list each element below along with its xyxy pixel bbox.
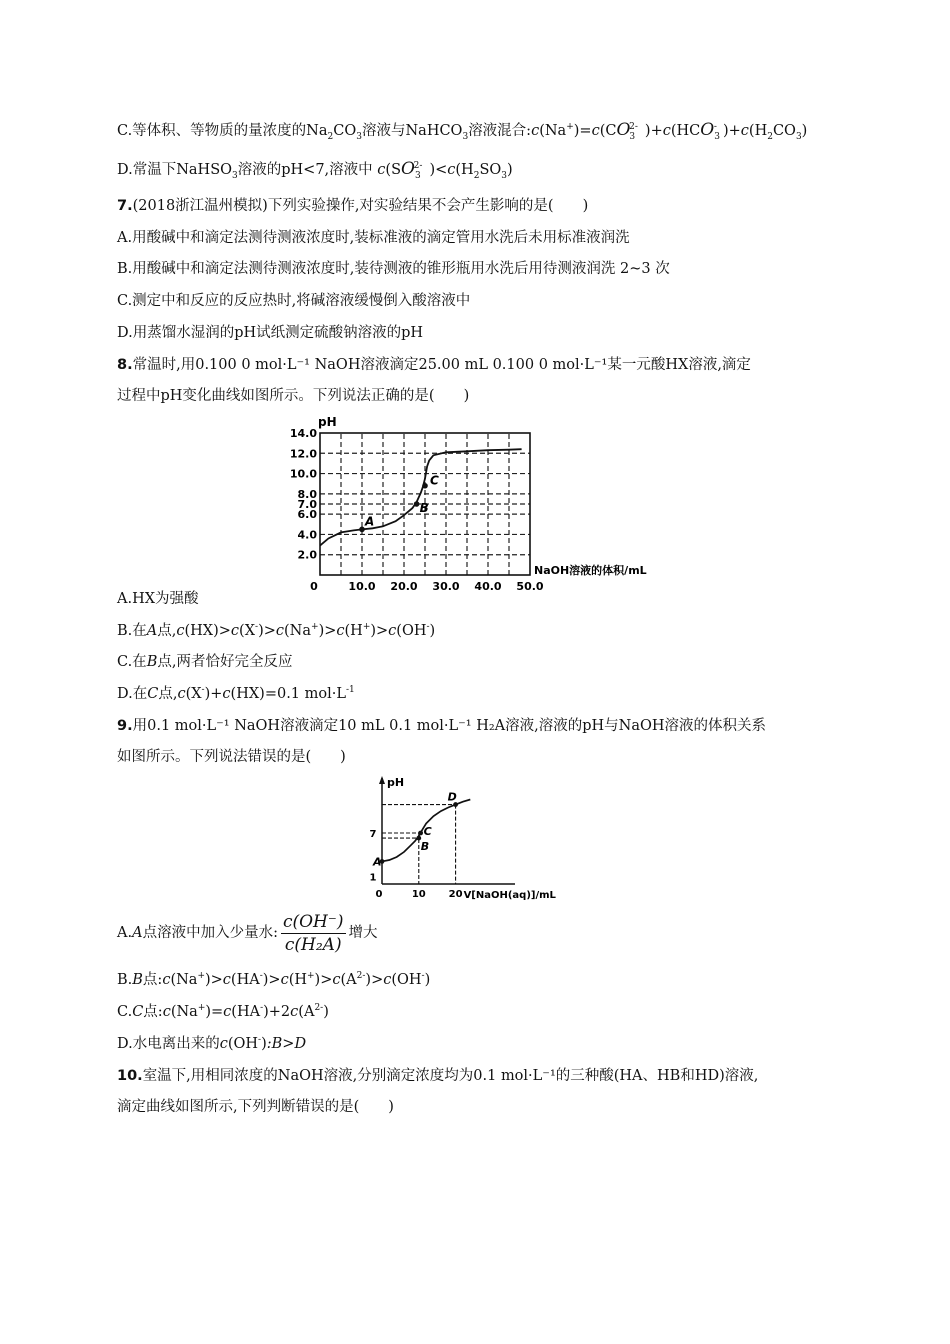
q9a-mid: 点溶液中加入少量水: — [142, 925, 278, 941]
y-tick-label: 2.0 — [297, 548, 317, 562]
q10-stem-2: 滴定曲线如图所示,下列判断错误的是( ) — [117, 1099, 394, 1115]
q6d-text-1: D.常温下NaHSO — [117, 162, 233, 178]
y-tick-label: 8.0 — [297, 487, 317, 501]
q6d-text-2: 溶液的pH<7,溶液中 — [237, 162, 378, 178]
q7-stem — [117, 196, 588, 216]
q9b-post: 点: — [142, 972, 163, 988]
q8-option-a: A.HX为强酸 — [117, 591, 199, 607]
point-label-a: A — [365, 514, 375, 529]
q9-option-c: C.C点$:c(Na^+)=c(HA^-)+2c(A^{2-})$ — [117, 1003, 329, 1020]
q8-text-1: 常温时,用0.100 0 mol·L⁻¹ NaOH溶液滴定25.00 mL 0.100 0 mol·L⁻¹某一元酸HX溶液,滴定 — [132, 357, 751, 373]
q8-option-d: D.在C点,c(X-)+c(HX)=0.1 $mol\cdot L^{-1}$ — [117, 685, 355, 702]
x-tick-label: 20.0 — [390, 580, 418, 592]
q6-option-c: C.等体积、等物质的量浓度的$Na_2CO_3$溶液与NaHCO$_3$溶液混合$:c(Na^+)=c(CO_3^{2-}$ )$+c(HCO_3^-$ )$+c(H_2CO_3)$ — [117, 120, 808, 142]
q6c-text-3: 溶液与NaHCO — [361, 123, 463, 139]
q9c-point: C — [132, 1004, 144, 1020]
x-tick-label: 0 — [310, 580, 318, 592]
q7-option-b: B.用酸碱中和滴定法测待测液浓度时,装待测液的锥形瓶用水洗后用待测液润洗 2~3 次 — [117, 261, 670, 277]
q8b-post: 点, — [157, 623, 177, 639]
x-tick-label: 20 — [448, 889, 463, 900]
q7-text: (2018浙江温州模拟)下列实验操作,对实验结果不会产生影响的是( ) — [132, 198, 589, 214]
q9-option-a — [117, 910, 378, 956]
x-axis-label: V[NaOH(aq)]/mL — [463, 890, 556, 901]
q9-stem-2: 如图所示。下列说法错误的是( ) — [117, 749, 346, 765]
x-tick-label: 10.0 — [348, 580, 376, 592]
q9a-fraction — [281, 911, 346, 956]
x-tick-label: 50.0 — [516, 580, 544, 592]
q8c-pre: C.在 — [117, 654, 147, 670]
x-tick-label: 10 — [411, 889, 426, 900]
q9-stem-1 — [117, 716, 766, 736]
y-tick-label: 4.0 — [297, 528, 317, 542]
q8b-pre: B.在 — [117, 623, 147, 639]
q8-titration-chart — [285, 412, 685, 592]
q9a-denominator: c(H₂A) — [284, 934, 342, 955]
y-tick-label: 12.0 — [289, 447, 317, 461]
q8d-pre: D.在 — [117, 686, 148, 702]
point-label-b: B — [419, 501, 429, 515]
q8d-post: 点, — [158, 686, 178, 702]
q10-text-1: 室温下,用相同浓度的NaOH溶液,分别滴定浓度均为0.1 mol·L⁻¹的三种酸(HA、HB和HD)溶液, — [142, 1068, 759, 1084]
q9a-point: A — [132, 925, 143, 941]
y-tick-label: 7.0 — [297, 498, 317, 511]
q7-option-d: D.用蒸馏水湿润的pH试纸测定硫酸钠溶液的pH — [117, 325, 424, 341]
q8-stem-2: 过程中pH变化曲线如图所示。下列说法正确的是( ) — [117, 388, 470, 404]
q8b-point: A — [146, 623, 158, 639]
q9a-numerator: c(OH⁻) — [282, 911, 344, 932]
x-tick-label: 30.0 — [432, 580, 460, 592]
y-tick-label: 14.0 — [289, 427, 317, 440]
q8-option-b: B.在A点,c(HX)>c(X-)>c(Na+)>c(H+)>c(OH-) — [117, 622, 436, 639]
q8c-point: B — [146, 654, 158, 670]
q9-option-b: B.B点$:c(Na^+)>c(HA^-)>c(H^+)>c(A^{2-})>c(OH^-)$ — [117, 971, 431, 988]
q9b-pre: B. — [117, 972, 133, 988]
q10-stem-1 — [117, 1066, 758, 1086]
q8-number: 8. — [117, 357, 133, 373]
q9d-post: :B>D — [266, 1036, 307, 1052]
point-a — [359, 527, 365, 533]
y-tick-label: 7 — [369, 829, 377, 840]
q8-option-c — [117, 652, 292, 672]
q9-titration-chart — [355, 772, 580, 910]
point-label-d: D — [447, 790, 457, 804]
q9d-pre: D.水电离出来的 — [117, 1036, 220, 1052]
q9a-post: 增大 — [348, 925, 378, 941]
q9c-pre: C. — [117, 1004, 133, 1020]
y-axis-label: pH — [387, 776, 405, 789]
point-label-c: C — [430, 473, 439, 488]
x-tick-label: 40.0 — [474, 580, 502, 592]
x-tick-label: 0 — [375, 889, 383, 900]
q7-option-a: A.用酸碱中和滴定法测待测液浓度时,装标准液的滴定管用水洗后未用标准液润洗 — [117, 230, 630, 246]
q8d-point: C — [147, 686, 159, 702]
q6c-text-1: C.等体积、等物质的量浓度的Na — [117, 123, 328, 139]
q8c-post: 点,两者恰好完全反应 — [157, 654, 293, 670]
q6-option-d: D.常温下NaHSO$_3$溶液的pH<7,溶液中 $c(SO_3^{2-}$ )$<c(H_2SO_3)$ — [117, 159, 513, 181]
q6c-text-2: CO — [333, 123, 357, 139]
y-tick-label: 10.0 — [289, 467, 317, 481]
point-c — [418, 831, 423, 836]
q8-stem-1 — [117, 355, 751, 375]
q9c-post: 点: — [143, 1004, 163, 1020]
titration-curve — [320, 449, 522, 545]
point-c — [422, 483, 428, 489]
q6c-text-4: 溶液混合: — [468, 123, 532, 139]
point-b — [414, 501, 420, 507]
x-axis-label: NaOH溶液的体积/mL — [534, 564, 647, 577]
point-label-c: C — [423, 825, 432, 838]
q7-option-c: C.测定中和反应的反应热时,将碱溶液缓慢倒入酸溶液中 — [117, 293, 471, 309]
q9b-point: B — [132, 972, 143, 988]
q9-option-d: D.水电离出来的c(OH-):B>D — [117, 1035, 307, 1052]
q9-text-1: 用0.1 mol·L⁻¹ NaOH溶液滴定10 mL 0.1 mol·L⁻¹ H₂A溶液,溶液的pH与NaOH溶液的体积关系 — [132, 718, 767, 734]
y-tick-label: 1 — [369, 872, 377, 884]
y-axis-arrow — [379, 776, 385, 784]
point-label-a: A — [373, 855, 382, 869]
q7-number: 7. — [117, 198, 133, 214]
y-axis-label: pH — [318, 415, 337, 429]
q9a-pre: A. — [117, 925, 133, 941]
y-tick-label: 6.0 — [297, 508, 317, 522]
q10-number: 10. — [117, 1068, 143, 1084]
point-label-b: B — [420, 840, 430, 854]
q9-number: 9. — [117, 718, 133, 734]
